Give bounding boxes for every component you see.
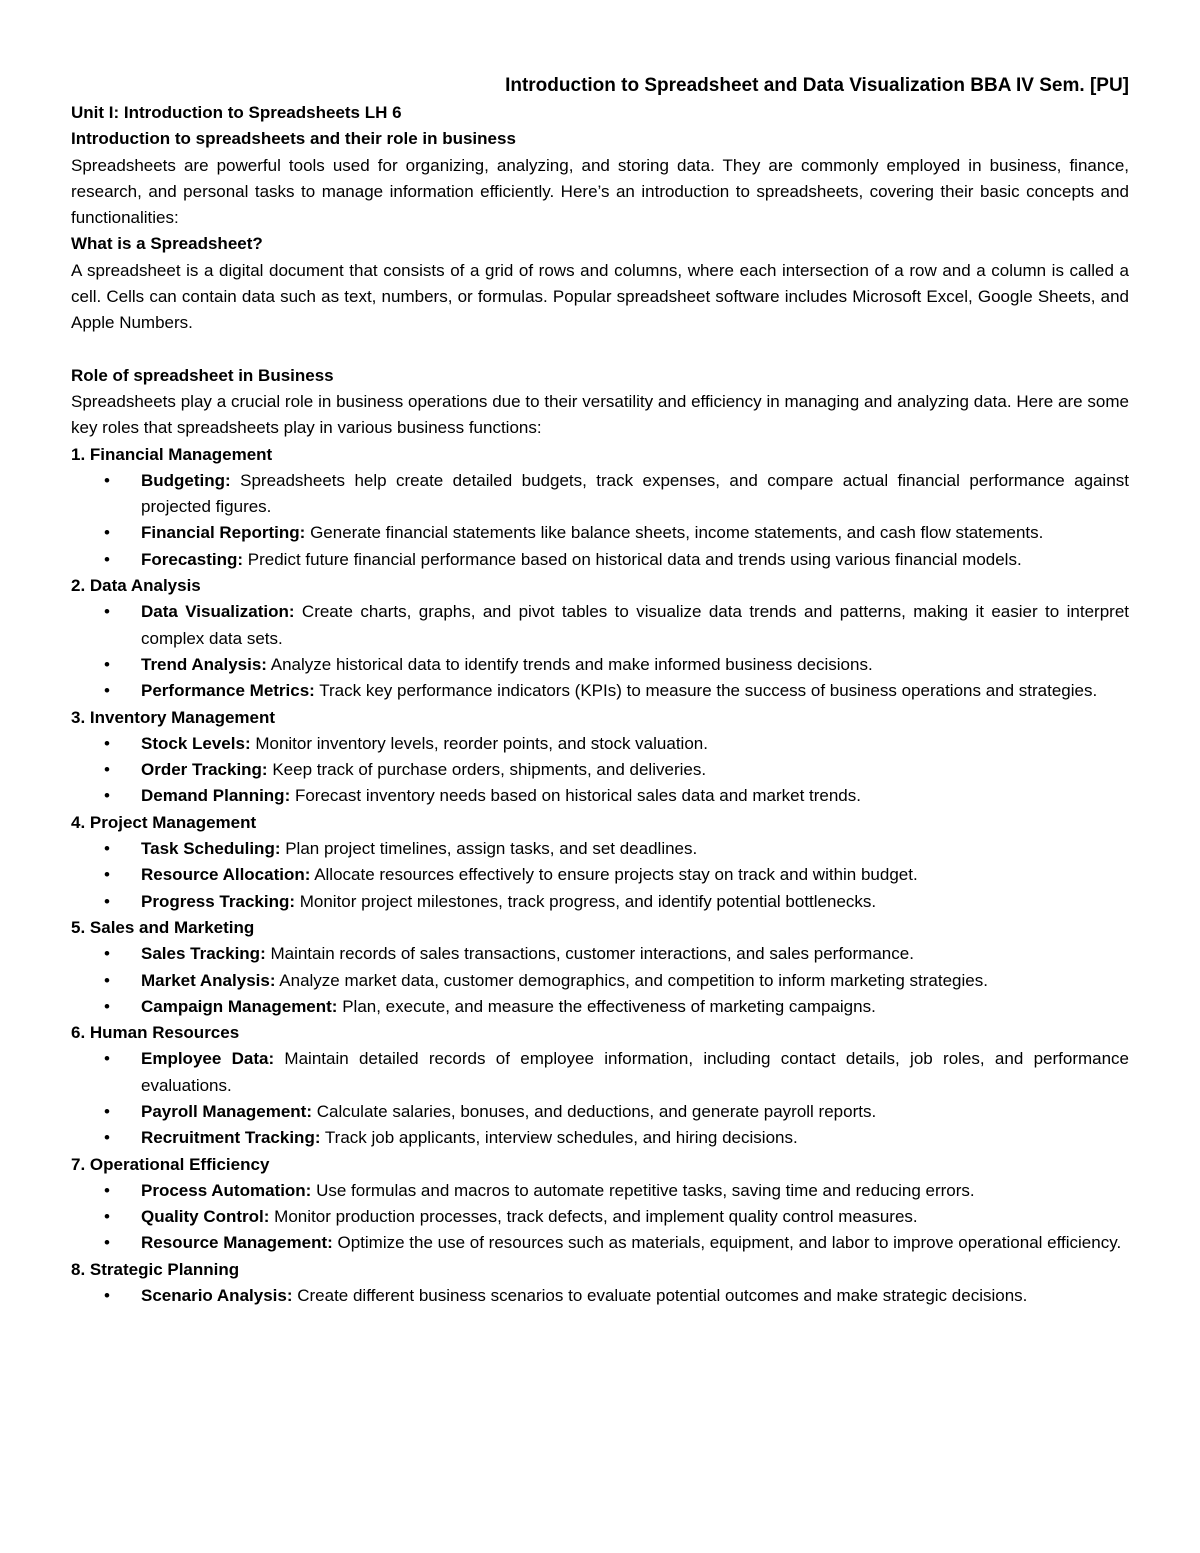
list-item-term: Forecasting: (141, 549, 244, 569)
list-item-term: Resource Management: (141, 1233, 333, 1253)
list-item (71, 783, 1129, 809)
bullet-icon: • (104, 970, 110, 990)
list-item-term: Process Automation: (141, 1180, 312, 1200)
list-item (71, 678, 1129, 704)
section-heading: 5. Sales and Marketing (71, 917, 255, 937)
list-item (71, 520, 1129, 546)
list-item-text: Maintain records of sales transactions, customer interactions, and sales performance. (265, 944, 914, 964)
list-item-text: Monitor production processes, track defects, and implement quality control measures. (269, 1207, 918, 1227)
list-item (71, 836, 1129, 862)
bullet-icon: • (104, 1233, 110, 1253)
list-item-term: Quality Control: (141, 1207, 270, 1227)
list-item (71, 968, 1129, 994)
section-heading: 6. Human Resources (71, 1023, 240, 1043)
section-heading: 2. Data Analysis (71, 576, 201, 596)
list-item (71, 1125, 1129, 1151)
bullet-icon: • (104, 681, 110, 701)
bullet-icon: • (104, 523, 110, 543)
list-item-term: Trend Analysis: (141, 654, 267, 674)
list-item-text: Create charts, graphs, and pivot tables to visualize data trends and patterns, making it easier to interpret complex data sets. (141, 602, 1129, 648)
document-page (71, 72, 1129, 1309)
list-item (71, 1178, 1129, 1204)
paragraph-spacer (71, 337, 1129, 363)
role-paragraph: Spreadsheets play a crucial role in business operations due to their versatility and efficiency in managing and analyzing data. Here are some key roles that spreadsheets play in various business functions: (71, 391, 1129, 438)
section-bullet-list (71, 731, 1129, 810)
bullet-icon: • (104, 602, 110, 622)
list-item-term: Resource Allocation: (141, 865, 311, 885)
list-item-term: Demand Planning: (141, 786, 291, 806)
list-item-text: Predict future financial performance based on historical data and trends using various financial models. (243, 549, 1022, 569)
document-title: Introduction to Spreadsheet and Data Visualization BBA IV Sem. [PU] (505, 75, 1129, 96)
list-item-term: Sales Tracking: (141, 944, 266, 964)
list-item-text: Forecast inventory needs based on historical sales data and market trends. (290, 786, 861, 806)
bullet-icon: • (104, 654, 110, 674)
list-item (71, 547, 1129, 573)
list-item-text: Plan, execute, and measure the effectiveness of marketing campaigns. (337, 996, 876, 1016)
section-bullet-list (71, 941, 1129, 1020)
section-bullet-list (71, 836, 1129, 915)
list-item (71, 468, 1129, 521)
list-item-term: Employee Data: (141, 1049, 275, 1069)
list-item-text: Plan project timelines, assign tasks, and set deadlines. (280, 839, 698, 859)
list-item-text: Spreadsheets help create detailed budgets, track expenses, and compare actual financial performance against projected figures. (141, 470, 1129, 517)
list-item-term: Financial Reporting: (141, 523, 306, 543)
list-item-text: Keep track of purchase orders, shipments, and deliveries. (267, 760, 707, 780)
list-item-term: Recruitment Tracking: (141, 1128, 321, 1148)
section-bullet-list (71, 1283, 1129, 1309)
section-heading: 1. Financial Management (71, 444, 273, 464)
list-item-term: Stock Levels: (141, 733, 251, 753)
section-bullet-list (71, 1178, 1129, 1257)
list-item (71, 941, 1129, 967)
bullet-icon: • (104, 760, 110, 780)
list-item-text: Maintain detailed records of employee information, including contact details, job roles, and performance evaluations. (141, 1049, 1129, 1095)
bullet-icon: • (104, 891, 110, 911)
intro-paragraph: Spreadsheets are powerful tools used for organizing, analyzing, and storing data. They are commonly employed in business, finance, research, and personal tasks to manage information efficiently. Here’s an introduction to spreadsheets, covering their basic concepts and functionalities: (71, 155, 1129, 228)
list-item (71, 1099, 1129, 1125)
section-heading: 3. Inventory Management (71, 707, 276, 727)
bullet-icon: • (104, 1101, 110, 1121)
list-item-term: Order Tracking: (141, 760, 268, 780)
list-item-term: Task Scheduling: (141, 839, 281, 859)
list-item-text: Optimize the use of resources such as materials, equipment, and labor to improve operational efficiency. (332, 1233, 1122, 1253)
list-item (71, 1046, 1129, 1099)
list-item (71, 731, 1129, 757)
list-item-text: Use formulas and macros to automate repetitive tasks, saving time and reducing errors. (311, 1180, 975, 1200)
section-heading: 8. Strategic Planning (71, 1259, 240, 1279)
bullet-icon: • (104, 944, 110, 964)
list-item-text: Monitor project milestones, track progress, and identify potential bottlenecks. (295, 891, 877, 911)
list-item-term: Payroll Management: (141, 1101, 312, 1121)
what-heading: What is a Spreadsheet? (71, 234, 263, 254)
list-item-term: Campaign Management: (141, 996, 338, 1016)
role-sections (71, 442, 1129, 1310)
list-item-text: Monitor inventory levels, reorder points, and stock valuation. (250, 733, 708, 753)
list-item-term: Performance Metrics: (141, 681, 315, 701)
bullet-icon: • (104, 786, 110, 806)
list-item-text: Analyze market data, customer demographics, and competition to inform marketing strategies. (275, 970, 988, 990)
bullet-icon: • (104, 1286, 110, 1306)
bullet-icon: • (104, 1128, 110, 1148)
list-item (71, 757, 1129, 783)
list-item-term: Progress Tracking: (141, 891, 296, 911)
role-heading: Role of spreadsheet in Business (71, 365, 334, 385)
list-item-term: Scenario Analysis: (141, 1286, 293, 1306)
section-bullet-list (71, 468, 1129, 573)
bullet-icon: • (104, 1049, 110, 1069)
list-item (71, 994, 1129, 1020)
what-paragraph: A spreadsheet is a digital document that consists of a grid of rows and columns, where each intersection of a row and a column is called a cell. Cells can contain data such as text, numbers, or formulas. Popular spreadsheet software includes Microsoft Excel, Google Sheets, and Apple Numbers. (71, 260, 1129, 333)
list-item-term: Market Analysis: (141, 970, 276, 990)
bullet-icon: • (104, 1180, 110, 1200)
list-item-text: Track key performance indicators (KPIs) to measure the success of business operations and strategies. (314, 681, 1098, 701)
list-item-term: Data Visualization: (141, 602, 295, 622)
list-item-term: Budgeting: (141, 470, 231, 490)
list-item (71, 652, 1129, 678)
list-item-text: Create different business scenarios to evaluate potential outcomes and make strategic decisions. (292, 1286, 1028, 1306)
bullet-icon: • (104, 865, 110, 885)
section-bullet-list (71, 1046, 1129, 1151)
bullet-icon: • (104, 470, 110, 490)
bullet-icon: • (104, 549, 110, 569)
bullet-icon: • (104, 839, 110, 859)
bullet-icon: • (104, 1207, 110, 1227)
list-item (71, 1283, 1129, 1309)
list-item-text: Allocate resources effectively to ensure projects stay on track and within budget. (310, 865, 918, 885)
list-item-text: Calculate salaries, bonuses, and deductions, and generate payroll reports. (312, 1101, 877, 1121)
intro-heading: Introduction to spreadsheets and their role in business (71, 129, 516, 149)
bullet-icon: • (104, 733, 110, 753)
list-item-text: Analyze historical data to identify trends and make informed business decisions. (266, 654, 873, 674)
bullet-icon: • (104, 996, 110, 1016)
section-heading: 4. Project Management (71, 812, 257, 832)
section-bullet-list (71, 599, 1129, 704)
list-item (71, 862, 1129, 888)
list-item-text: Generate financial statements like balance sheets, income statements, and cash flow statements. (305, 523, 1044, 543)
list-item (71, 1204, 1129, 1230)
unit-heading: Unit I: Introduction to Spreadsheets LH 6 (71, 103, 402, 122)
list-item (71, 1230, 1129, 1256)
list-item (71, 599, 1129, 652)
section-heading: 7. Operational Efficiency (71, 1154, 270, 1174)
list-item (71, 889, 1129, 915)
list-item-text: Track job applicants, interview schedules, and hiring decisions. (320, 1128, 798, 1148)
